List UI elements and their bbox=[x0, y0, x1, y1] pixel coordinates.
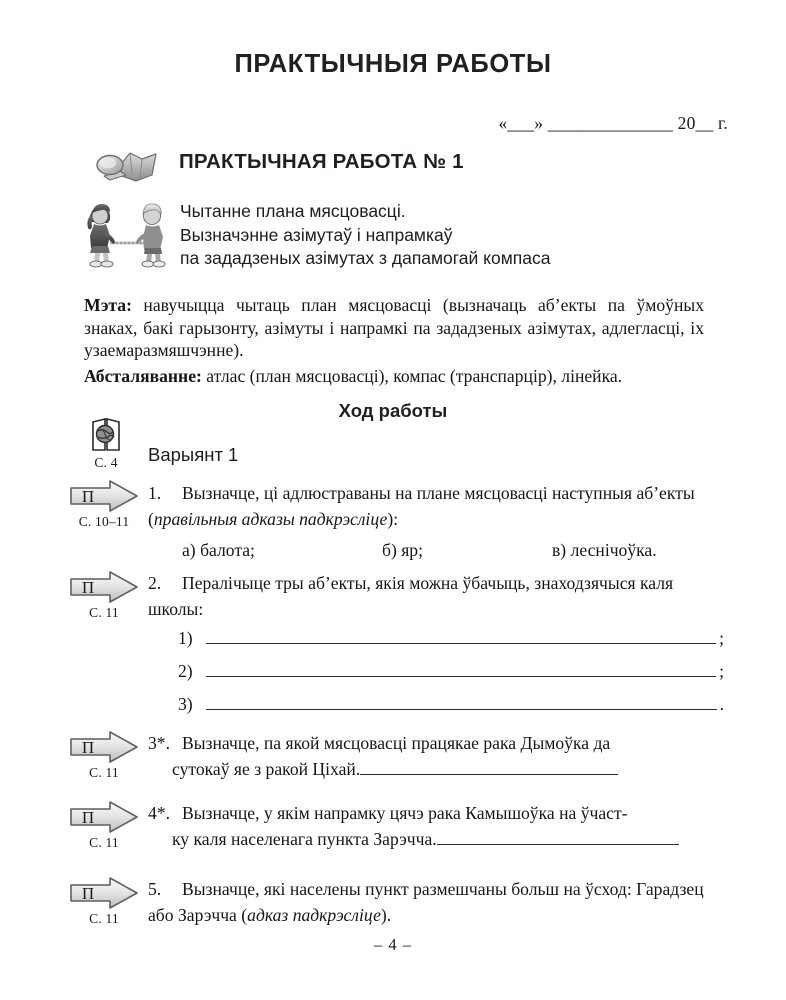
question-text-b: ). bbox=[380, 904, 392, 925]
write-in-rule[interactable] bbox=[437, 832, 679, 845]
question-text-a: Вызначце, ці адлюстраваны на плане мясцовасці наступныя аб’екты ( bbox=[148, 483, 695, 529]
marker-arrow-q5 bbox=[66, 876, 142, 927]
question-text-a: Вызначце, у якім напрамку цячэ рака Камышоўка на ўчаст- bbox=[182, 803, 628, 823]
question-text bbox=[148, 483, 695, 529]
question-text-b: сутокаў яе з ракой Ціхай. bbox=[172, 758, 361, 779]
arrow-right-icon bbox=[68, 570, 140, 604]
equipment-paragraph bbox=[84, 365, 704, 388]
svg-text:П: П bbox=[81, 808, 95, 827]
question-1 bbox=[148, 481, 724, 532]
question-text bbox=[148, 879, 704, 925]
topic-line-2: Вызначэнне азімутаў і напрамкаў bbox=[180, 224, 453, 245]
arrow-right-icon bbox=[68, 876, 140, 910]
answer-line-terminator: ; bbox=[719, 628, 724, 648]
two-children-measuring-icon bbox=[84, 198, 170, 270]
question-text bbox=[148, 803, 758, 852]
question-text-b: ку каля населенага пункта Зарэчча. bbox=[172, 828, 437, 849]
marker-arrow-q3 bbox=[66, 730, 142, 781]
goal-label: Мэта: bbox=[84, 295, 132, 315]
answer-line-label: 1) bbox=[178, 628, 193, 648]
arrow-right-icon bbox=[68, 479, 140, 513]
answer-line-label: 3) bbox=[178, 694, 193, 714]
option-c[interactable]: в) леснічоўка. bbox=[552, 540, 657, 560]
question-number: 5. bbox=[148, 879, 162, 899]
marker-caption: С. 11 bbox=[89, 911, 119, 926]
question-3 bbox=[148, 731, 724, 782]
answer-line-3[interactable] bbox=[178, 694, 724, 715]
page-title: ПРАКТЫЧНЫЯ РАБОТЫ bbox=[234, 50, 552, 78]
equipment-text: атлас (план мясцовасці), компас (транспарцір), лінейка. bbox=[201, 366, 623, 386]
goal-paragraph bbox=[84, 294, 704, 362]
write-in-rule[interactable] bbox=[206, 663, 716, 677]
svg-text:П: П bbox=[81, 578, 95, 597]
marker-caption: С. 11 bbox=[89, 605, 119, 620]
question-number: 4*. bbox=[148, 803, 170, 823]
question-text: Пералічыце тры аб’екты, якія можна ўбачыць, знаходзячыся каля школы: bbox=[148, 573, 674, 619]
write-in-rule[interactable] bbox=[206, 630, 716, 644]
question-text bbox=[148, 733, 758, 782]
marker-caption: С. 4 bbox=[94, 455, 118, 470]
question-number: 2. bbox=[148, 573, 162, 593]
question-2 bbox=[148, 571, 724, 622]
arrow-right-icon bbox=[68, 800, 140, 834]
marker-caption: С. 10–11 bbox=[78, 514, 130, 529]
option-b[interactable]: б) яр; bbox=[382, 540, 423, 560]
question-5 bbox=[148, 877, 724, 928]
topic-line-3: па зададзеных азімутах з дапамогай компаса bbox=[180, 248, 551, 268]
question-text-italic: адказ падкрэсліце bbox=[247, 904, 381, 925]
book-globe-icon bbox=[89, 416, 123, 454]
marker-arrow-q1 bbox=[66, 479, 142, 530]
goal-text: навучыцца чытаць план мясцовасці (вызначаць аб’екты па ўмоўных знаках, бакі гарызонту, азімуты і напрамкі па зададзеных азімутах, адлегласці, іх узаемаразмяшчэнне). bbox=[84, 295, 704, 361]
svg-text:П: П bbox=[81, 884, 95, 903]
work-heading-block bbox=[86, 145, 726, 191]
marker-caption: С. 11 bbox=[89, 835, 119, 850]
topic-lines bbox=[180, 200, 550, 271]
answer-line-terminator: ; bbox=[719, 661, 724, 681]
answer-line-1[interactable] bbox=[178, 628, 724, 649]
answer-line-2[interactable] bbox=[178, 661, 724, 682]
question-text-b: ): bbox=[387, 508, 399, 529]
question-text-italic: правільныя адказы падкрэсліце bbox=[153, 508, 388, 529]
date-line: «___» ______________ 20__ г. bbox=[498, 113, 728, 133]
question-number: 1. bbox=[148, 483, 162, 503]
question-text-a: Вызначце, які населены пункт размешчаны больш на ўсход: Гарадзец або Зарэчча ( bbox=[148, 879, 704, 925]
svg-text:П: П bbox=[81, 487, 95, 506]
arrow-right-icon bbox=[68, 730, 140, 764]
answer-line-label: 2) bbox=[178, 661, 193, 681]
question-4 bbox=[148, 801, 724, 852]
map-magnifier-icon bbox=[86, 145, 158, 187]
write-in-rule[interactable] bbox=[206, 696, 717, 710]
write-in-rule[interactable] bbox=[360, 762, 618, 775]
work-heading-label: ПРАКТЫЧНАЯ РАБОТА № 1 bbox=[179, 150, 464, 173]
topic-line-1: Чытанне плана мясцовасці. bbox=[180, 201, 406, 221]
marker-arrow-q4 bbox=[66, 800, 142, 851]
page-number: – 4 – bbox=[374, 935, 412, 954]
question-number: 3*. bbox=[148, 733, 170, 753]
section-heading: Ход работы bbox=[338, 400, 448, 421]
marker-arrow-q2 bbox=[66, 570, 142, 621]
question-text-a: Вызначце, па якой мясцовасці працякае рака Дымоўка да bbox=[182, 733, 611, 753]
answer-line-terminator: . bbox=[719, 694, 724, 714]
variant-label: Варыянт 1 bbox=[148, 444, 239, 465]
marker-book-page-4 bbox=[68, 416, 144, 471]
svg-text:П: П bbox=[81, 738, 95, 757]
marker-caption: С. 11 bbox=[89, 765, 119, 780]
option-a[interactable]: а) балота; bbox=[182, 540, 255, 560]
equipment-label: Абсталяванне: bbox=[84, 366, 202, 386]
